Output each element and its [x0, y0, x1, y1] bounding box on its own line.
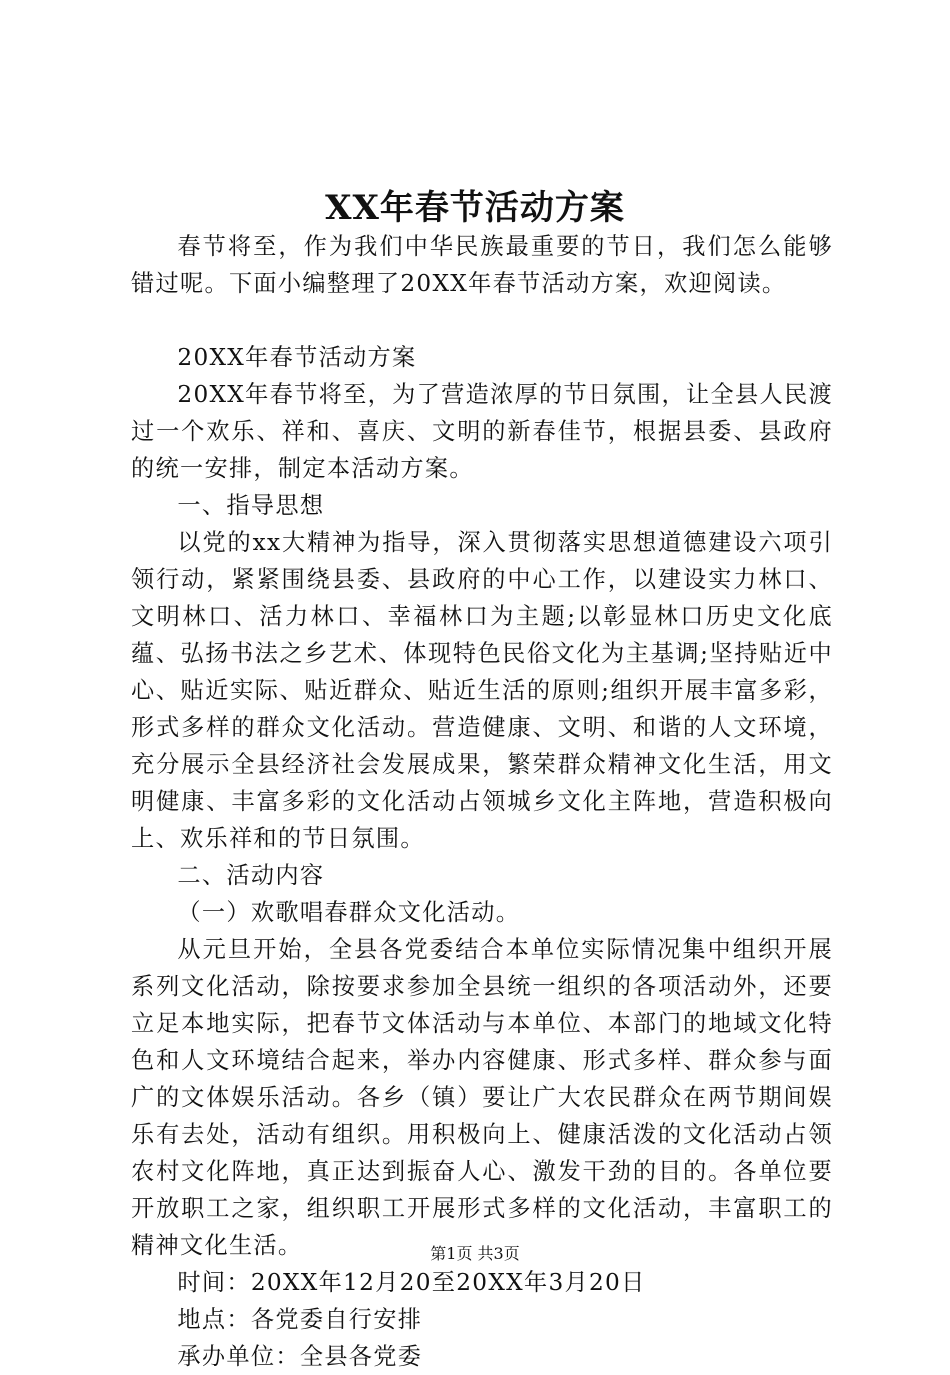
plan-heading: 20XX年春节活动方案 [177, 344, 417, 371]
activity-description-paragraph: 从元旦开始，全县各党委结合本单位实际情况集中组织开展系列文化活动，除按要求参加全县统一组织的各项活动外，还要立足本地实际，把春节文体活动与本单位、本部门的地域文化特色和人文环境结合起来，举办内容健康、形式多样、群众参与面广的文体娱乐活动。各乡（镇）要让广大农民群众在两节期间娱乐有去处，活动有组织。用积极向上、健康活泼的文化活动占领农村文化阵地，真正达到振奋人心、激发干劲的目的。各单位要开放职工之家，组织职工开展形式多样的文化活动，丰富职工的精神文化生活。 [131, 936, 833, 1259]
activity-organizer: 承办单位：全县各党委 [177, 1343, 423, 1370]
guiding-thought-paragraph: 以党的xx大精神为指导，深入贯彻落实思想道德建设六项引领行动，紧紧围绕县委、县政府的中心工作，以建设实力林口、文明林口、活力林口、幸福林口为主题;以彰显林口历史文化底蕴、弘扬书法之乡艺术、体现特色民俗文化为主基调;坚持贴近中心、贴近实际、贴近群众、贴近生活的原则;组织开展丰富多彩，形式多样的群众文化活动。营造健康、文明、和谐的人文环境，充分展示全县经济社会发展成果，繁荣群众精神文化生活，用文明健康、丰富多彩的文化活动占领城乡文化主阵地，营造积极向上、欢乐祥和的节日氛围。 [131, 529, 833, 852]
subsection-heading-singing: （一）欢歌唱春群众文化活动。 [177, 899, 521, 926]
activity-time: 时间：20XX年12月20至20XX年3月20日 [177, 1269, 646, 1296]
intro-paragraph: 春节将至，作为我们中华民族最重要的节日，我们怎么能够错过呢。下面小编整理了20XX年春节活动方案，欢迎阅读。 [131, 233, 833, 297]
document-body [131, 228, 833, 1375]
section-heading-guiding-thought: 一、指导思想 [177, 492, 325, 519]
plan-preface-paragraph: 20XX年春节将至，为了营造浓厚的节日氛围，让全县人民渡过一个欢乐、祥和、喜庆、文明的新春佳节，根据县委、县政府的统一安排，制定本活动方案。 [131, 381, 833, 482]
activity-location: 地点：各党委自行安排 [177, 1306, 423, 1333]
document-title: XX年春节活动方案 [325, 188, 625, 228]
page-footer: 第1页 共3页 [430, 1244, 520, 1263]
section-heading-activities: 二、活动内容 [177, 862, 325, 889]
